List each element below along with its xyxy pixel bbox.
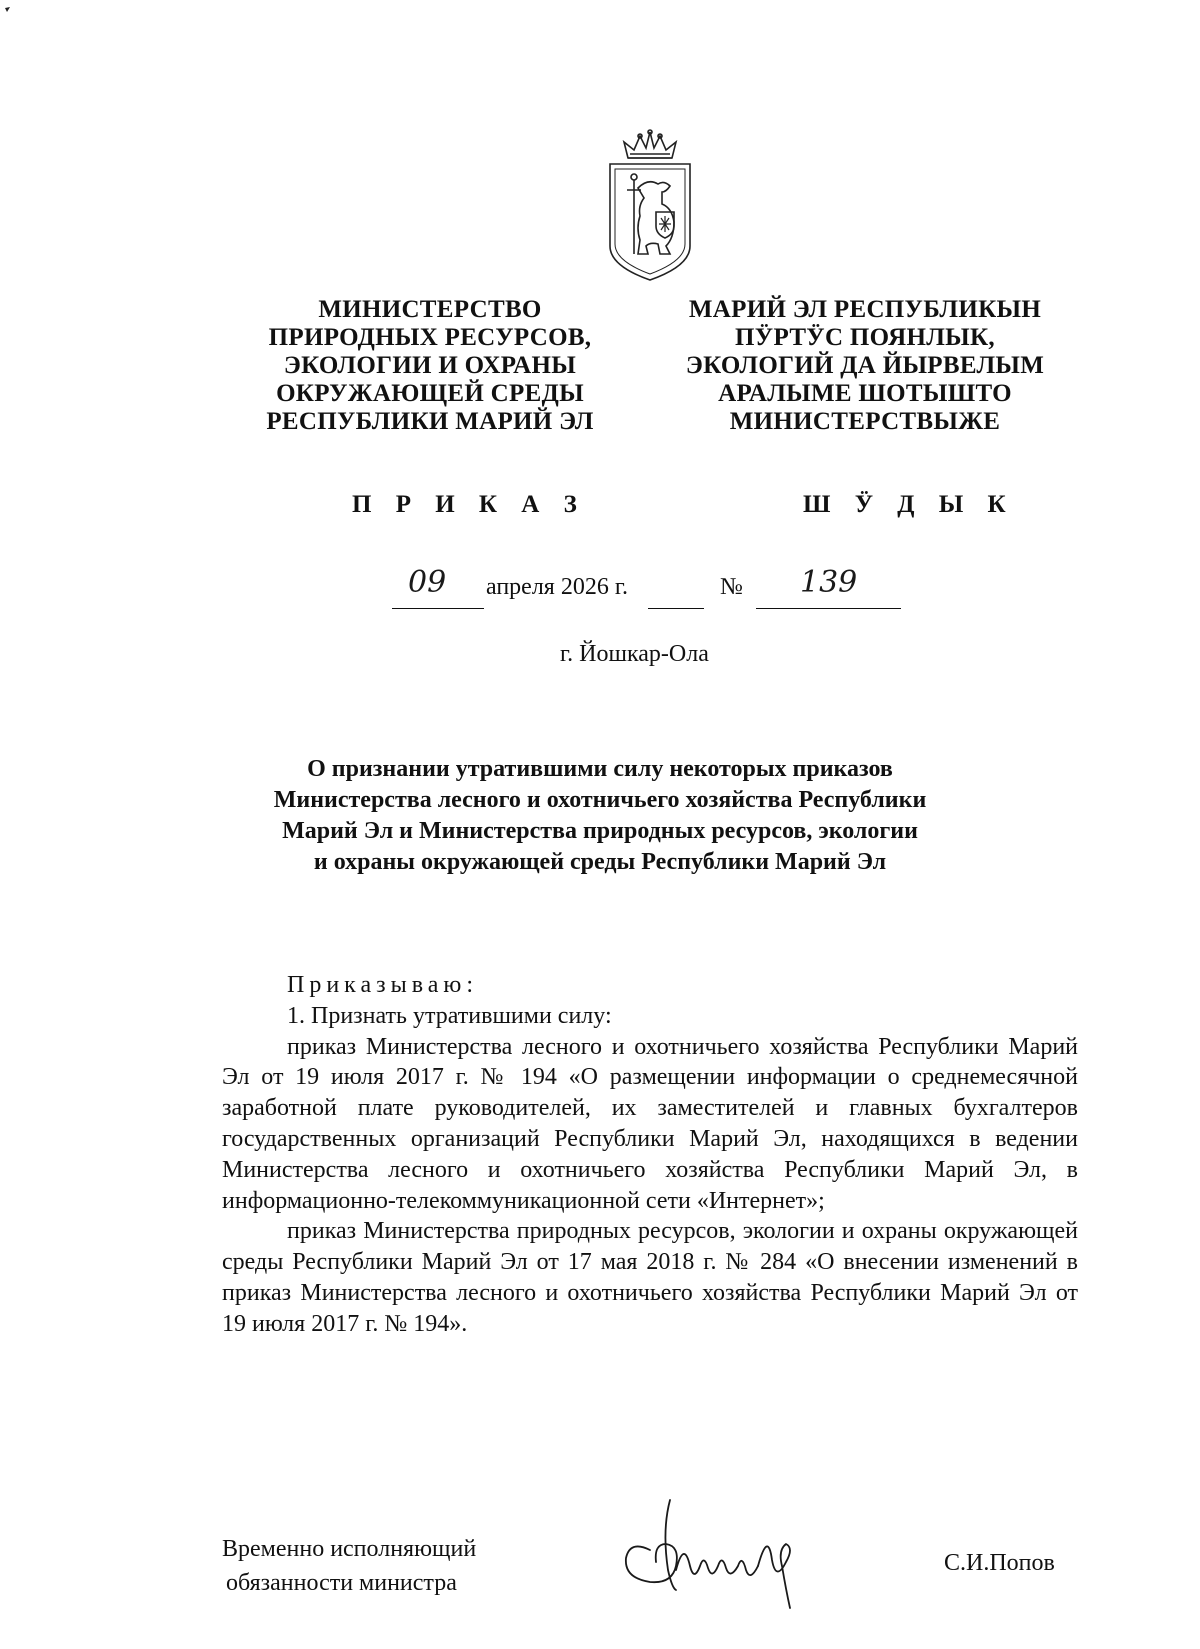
item-1: 1. Признать утратившими силу: xyxy=(287,1002,612,1029)
ministry-ru-line: РЕСПУБЛИКИ МАРИЙ ЭЛ xyxy=(266,408,594,435)
order-word-paragraph xyxy=(222,970,1078,1001)
ministry-ru-line: МИНИСТЕРСТВО xyxy=(318,296,542,323)
ministry-ru-line: ЭКОЛОГИИ И ОХРАНЫ xyxy=(283,352,577,379)
title-line: О признании утратившими силу некоторых приказов xyxy=(307,756,893,782)
date-underline xyxy=(648,566,704,609)
ministry-ru-line: ОКРУЖАЮЩЕЙ СРЕДЫ xyxy=(276,380,584,407)
signer-name: С.И.Попов xyxy=(944,1550,1055,1576)
handwritten-signature xyxy=(610,1470,840,1610)
signer-position-line: Временно исполняющий xyxy=(222,1536,477,1562)
number-sign: № xyxy=(720,574,743,600)
document-body xyxy=(222,970,1078,1340)
order-number: 139 xyxy=(800,565,858,600)
ministry-name-mari xyxy=(665,296,1065,436)
title-line: Министерства лесного и охотничьего хозяйства Республики xyxy=(273,787,927,813)
signer-position xyxy=(222,1532,476,1600)
ministry-ru-line: ПРИРОДНЫХ РЕСУРСОВ, xyxy=(268,324,592,351)
ministry-mari-line: ЭКОЛОГИЙ ДА ЙЫРВЕЛЫМ xyxy=(685,352,1045,379)
title-line: и охраны окружающей среды Республики Марий Эл xyxy=(313,849,887,875)
ministry-mari-line: МИНИСТЕРСТВЫЖЕ xyxy=(729,408,1001,435)
order-word: Приказываю: xyxy=(287,972,478,998)
ministry-mari-line: АРАЛЫМЕ ШОТЫШТО xyxy=(718,380,1012,407)
coat-of-arms-icon xyxy=(600,128,700,284)
doc-type-ru: П Р И К А З xyxy=(352,491,586,518)
document-title xyxy=(150,754,1050,878)
date-month-year: апреля 2026 г. xyxy=(486,574,628,600)
title-line: Марий Эл и Министерства природных ресурсов, экологии xyxy=(282,818,918,844)
ministry-name-ru xyxy=(235,296,625,436)
paragraph-1: приказ Министерства лесного и охотничьего хозяйства Республики Марий Эл от 19 июля 2017 г. № 194 «О размещении информации о среднемесячной заработной плате руководителей, их заместителей и главных бухгалтеров государственных организаций Республики Марий Эл, находящихся в ведении Министерства лесного и охотничьего хозяйства Республики Марий Эл, в информационно-телекоммуникационной сети «Интернет»; xyxy=(222,1033,1078,1214)
ministry-mari-line: МАРИЙ ЭЛ РЕСПУБЛИКЫН xyxy=(688,296,1042,323)
ministry-mari-line: ПӰРТӰС ПОЯНЛЫК, xyxy=(735,324,995,351)
city: г. Йошкар-Ола xyxy=(560,641,709,667)
scan-mark-icon xyxy=(4,6,14,16)
doc-type-mari: Ш Ӱ Д Ы К xyxy=(803,491,1015,518)
signer-position-line: обязанности министра xyxy=(226,1570,457,1596)
paragraph-2: приказ Министерства природных ресурсов, экологии и охраны окружающей среды Республики Марий Эл от 17 мая 2018 г. № 284 «О внесении изменений в приказ Министерства лесного и охотничьего хозяйства Республики Марий Эл от 19 июля 2017 г. № 194». xyxy=(222,1218,1078,1337)
date-day: 09 xyxy=(408,565,447,600)
